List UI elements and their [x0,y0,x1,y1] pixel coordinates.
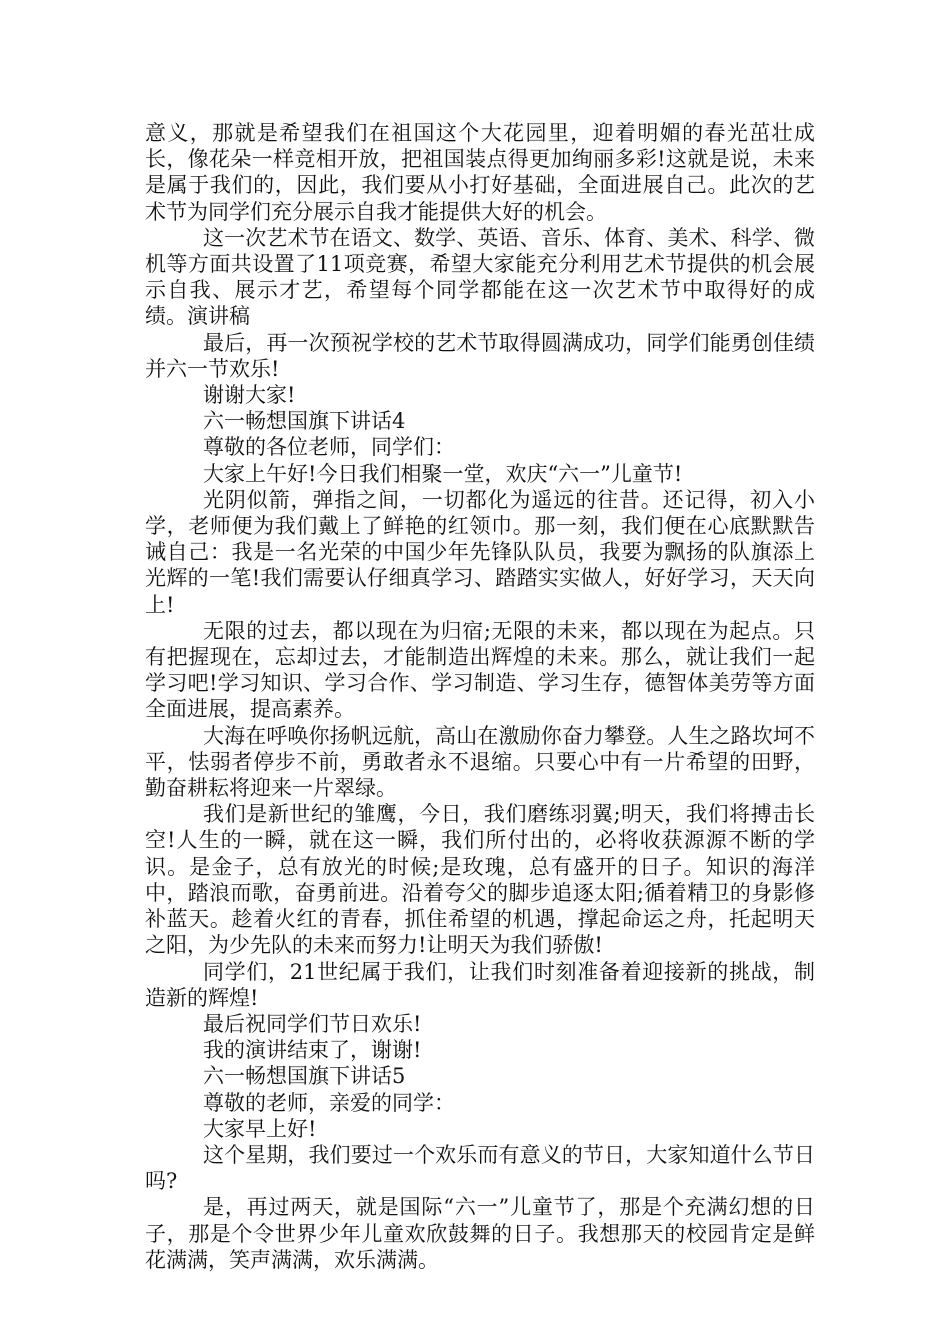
paragraph: 无限的过去，都以现在为归宿;无限的未来，都以现在为起点。只有把握现在，忘却过去，才能制造出辉煌的未来。那么，就让我们一起学习吧!学习知识、学习合作、学习制造、学习生存，德智体美劳等方面全面进展，提高素养。 [145,618,815,722]
paragraph: 意义，那就是希望我们在祖国这个大花园里，迎着明媚的春光茁壮成长，像花朵一样竞相开放，把祖国装点得更加绚丽多彩!这就是说，未来是属于我们的，因此，我们要从小打好基础，全面进展自己。此次的艺术节为同学们充分展示自我才能提供大好的机会。 [145,121,815,224]
paragraph: 光阴似箭，弹指之间，一切都化为遥远的往昔。还记得，初入小学，老师便为我们戴上了鲜艳的红领巾。那一刻，我们便在心底默默告诫自己：我是一名光荣的中国少年先锋队队员，我要为飘扬的队旗添上光辉的一笔!我们需要认仔细真学习、踏踏实实做人，好好学习，天天向上! [145,487,815,617]
section-heading: 六一畅想国旗下讲话5 [203,1064,406,1089]
section-heading: 六一畅想国旗下讲话4 [203,409,406,434]
paragraph: 大家早上好! [203,1116,317,1141]
salutation: 尊敬的各位老师，同学们： [203,435,455,460]
salutation: 尊敬的老师，亲爱的同学： [203,1090,455,1115]
paragraph: 我们是新世纪的雏鹰，今日，我们磨练羽翼;明天，我们将搏击长空!人生的一瞬，就在这一瞬，我们所付出的，必将收获源源不断的学识。是金子，总有放光的时候;是玫瑰，总有盛开的日子。知识的海洋中，踏浪而歌，奋勇前进。沿着夸父的脚步追逐太阳;循着精卫的身影修补蓝天。趁着火红的青春，抓住希望的机遇，撑起命运之舟，托起明天之阳，为少先队的未来而努力!让明天为我们骄傲! [145,802,815,958]
paragraph: 最后祝同学们节日欢乐! [203,1011,422,1036]
paragraph: 大家上午好!今日我们相聚一堂，欢庆“六一”儿童节! [203,461,683,486]
paragraph: 这一次艺术节在语文、数学、英语、音乐、体育、美术、科学、微机等方面共设置了11项竞赛，希望大家能充分利用艺术节提供的机会展示自我、展示才艺，希望每个同学都能在这一次艺术节中取得好的成绩。演讲稿 [145,225,815,329]
paragraph: 大海在呼唤你扬帆远航，高山在激励你奋力攀登。人生之路坎坷不平，怯弱者停步不前，勇敢者永不退缩。只要心中有一片希望的田野，勤奋耕耘将迎来一片翠绿。 [145,723,815,801]
paragraph: 最后，再一次预祝学校的艺术节取得圆满成功，同学们能勇创佳绩并六一节欢乐! [145,330,815,381]
paragraph: 这个星期，我们要过一个欢乐而有意义的节日，大家知道什么节日吗? [145,1142,815,1194]
document-body [145,120,815,1273]
paragraph: 同学们，21世纪属于我们，让我们时刻准备着迎接新的挑战，制造新的辉煌! [145,959,815,1010]
paragraph: 谢谢大家! [203,383,296,408]
paragraph: 我的演讲结束了，谢谢! [203,1038,422,1063]
paragraph: 是，再过两天，就是国际“六一”儿童节了，那是个充满幻想的日子，那是个令世界少年儿童欢欣鼓舞的日子。我想那天的校园肯定是鲜花满满，笑声满满，欢乐满满。 [145,1195,815,1272]
